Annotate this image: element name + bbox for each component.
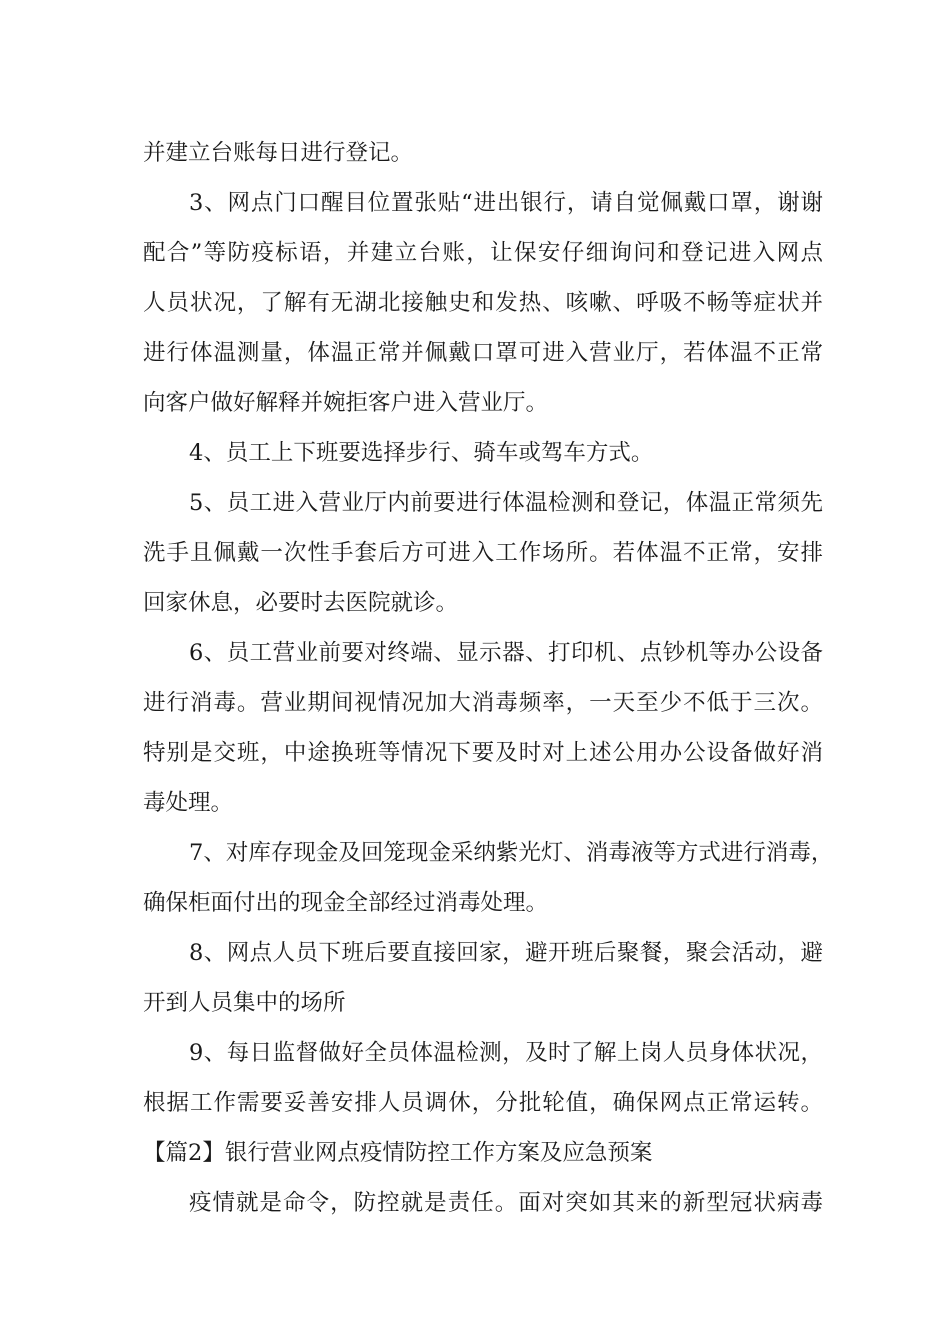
text-line: 进行体温测量，体温正常并佩戴口罩可进入营业厅，若体温不正常 bbox=[143, 340, 823, 366]
text-line: 向客户做好解释并婉拒客户进入营业厅。 bbox=[143, 390, 549, 416]
text-line: 开到人员集中的场所 bbox=[143, 990, 346, 1016]
text-line: 6、员工营业前要对终端、显示器、打印机、点钞机等办公设备 bbox=[189, 640, 823, 666]
section-heading: 【篇2】银行营业网点疫情防控工作方案及应急预案 bbox=[143, 1140, 653, 1166]
text-line: 7、对库存现金及回笼现金采纳紫光灯、消毒液等方式进行消毒， bbox=[189, 840, 834, 866]
text-line: 回家休息，必要时去医院就诊。 bbox=[143, 590, 459, 616]
text-line: 进行消毒。营业期间视情况加大消毒频率，一天至少不低于三次。 bbox=[143, 690, 823, 716]
text-line: 疫情就是命令，防控就是责任。面对突如其来的新型冠状病毒 bbox=[189, 1190, 823, 1216]
text-line: 人员状况，了解有无湖北接触史和发热、咳嗽、呼吸不畅等症状并 bbox=[143, 290, 823, 316]
text-line: 毒处理。 bbox=[143, 790, 234, 816]
text-line: 5、员工进入营业厅内前要进行体温检测和登记，体温正常须先 bbox=[189, 490, 823, 516]
text-line: 4、员工上下班要选择步行、骑车或驾车方式。 bbox=[189, 440, 654, 466]
text-line: 并建立台账每日进行登记。 bbox=[143, 140, 414, 166]
text-line: 确保柜面付出的现金全部经过消毒处理。 bbox=[143, 890, 549, 916]
text-line: 配合”等防疫标语，并建立台账，让保安仔细询问和登记进入网点 bbox=[143, 240, 823, 266]
text-line: 9、每日监督做好全员体温检测，及时了解上岗人员身体状况， bbox=[189, 1040, 823, 1066]
text-line: 洗手且佩戴一次性手套后方可进入工作场所。若体温不正常，安排 bbox=[143, 540, 823, 566]
text-line: 3、网点门口醒目位置张贴“进出银行，请自觉佩戴口罩，谢谢 bbox=[189, 190, 823, 216]
text-line: 特别是交班，中途换班等情况下要及时对上述公用办公设备做好消 bbox=[143, 740, 823, 766]
text-line: 8、网点人员下班后要直接回家，避开班后聚餐，聚会活动，避 bbox=[189, 940, 823, 966]
text-line: 根据工作需要妥善安排人员调休，分批轮值，确保网点正常运转。 bbox=[143, 1090, 823, 1116]
document-text bbox=[143, 128, 834, 1228]
